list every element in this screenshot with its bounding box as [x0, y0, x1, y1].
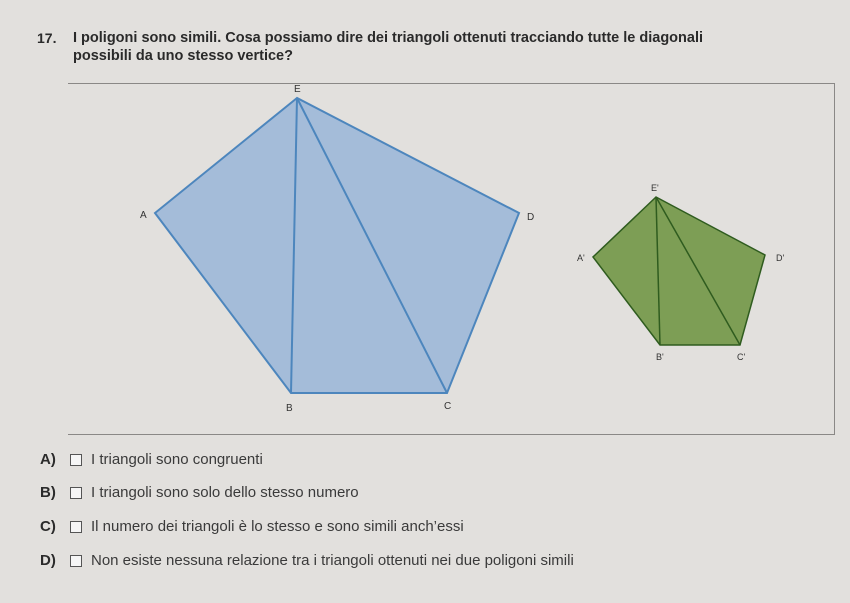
label-E-prime: E'	[651, 183, 659, 193]
question-text-line-2: possibili da uno stesso vertice?	[73, 48, 293, 64]
option-letter: A)	[40, 451, 56, 468]
option-b[interactable]	[40, 484, 359, 501]
label-E: E	[294, 84, 301, 95]
question-number: 17.	[37, 30, 57, 46]
label-B: B	[286, 403, 293, 414]
option-letter: C)	[40, 518, 56, 535]
option-d[interactable]	[40, 552, 574, 569]
checkbox-icon[interactable]	[70, 555, 82, 567]
checkbox-icon[interactable]	[70, 521, 82, 533]
label-A: A	[140, 210, 147, 221]
option-a[interactable]	[40, 451, 263, 468]
checkbox-icon[interactable]	[70, 487, 82, 499]
option-text: I triangoli sono solo dello stesso numero	[91, 484, 359, 501]
label-C-prime: C'	[737, 352, 746, 362]
small-pentagon	[593, 197, 765, 345]
option-text: Non esiste nessuna relazione tra i triangoli ottenuti nei due poligoni simili	[91, 552, 574, 569]
label-D: D	[527, 212, 535, 223]
option-text: I triangoli sono congruenti	[91, 451, 263, 468]
label-A-prime: A'	[577, 253, 585, 263]
option-c[interactable]	[40, 518, 464, 535]
label-B-prime: B'	[656, 352, 664, 362]
label-D-prime: D'	[776, 253, 785, 263]
option-letter: B)	[40, 484, 56, 501]
checkbox-icon[interactable]	[70, 454, 82, 466]
label-C: C	[444, 401, 452, 412]
question-text	[73, 29, 833, 65]
option-letter: D)	[40, 552, 56, 569]
pentagons-figure	[68, 84, 834, 434]
large-pentagon	[155, 98, 519, 393]
question-text-line-1: I poligoni sono simili. Cosa possiamo dire dei triangoli ottenuti tracciando tutte le diagonali	[73, 30, 704, 46]
option-text: Il numero dei triangoli è lo stesso e sono simili anch’essi	[91, 518, 464, 535]
figure-frame	[68, 83, 835, 435]
